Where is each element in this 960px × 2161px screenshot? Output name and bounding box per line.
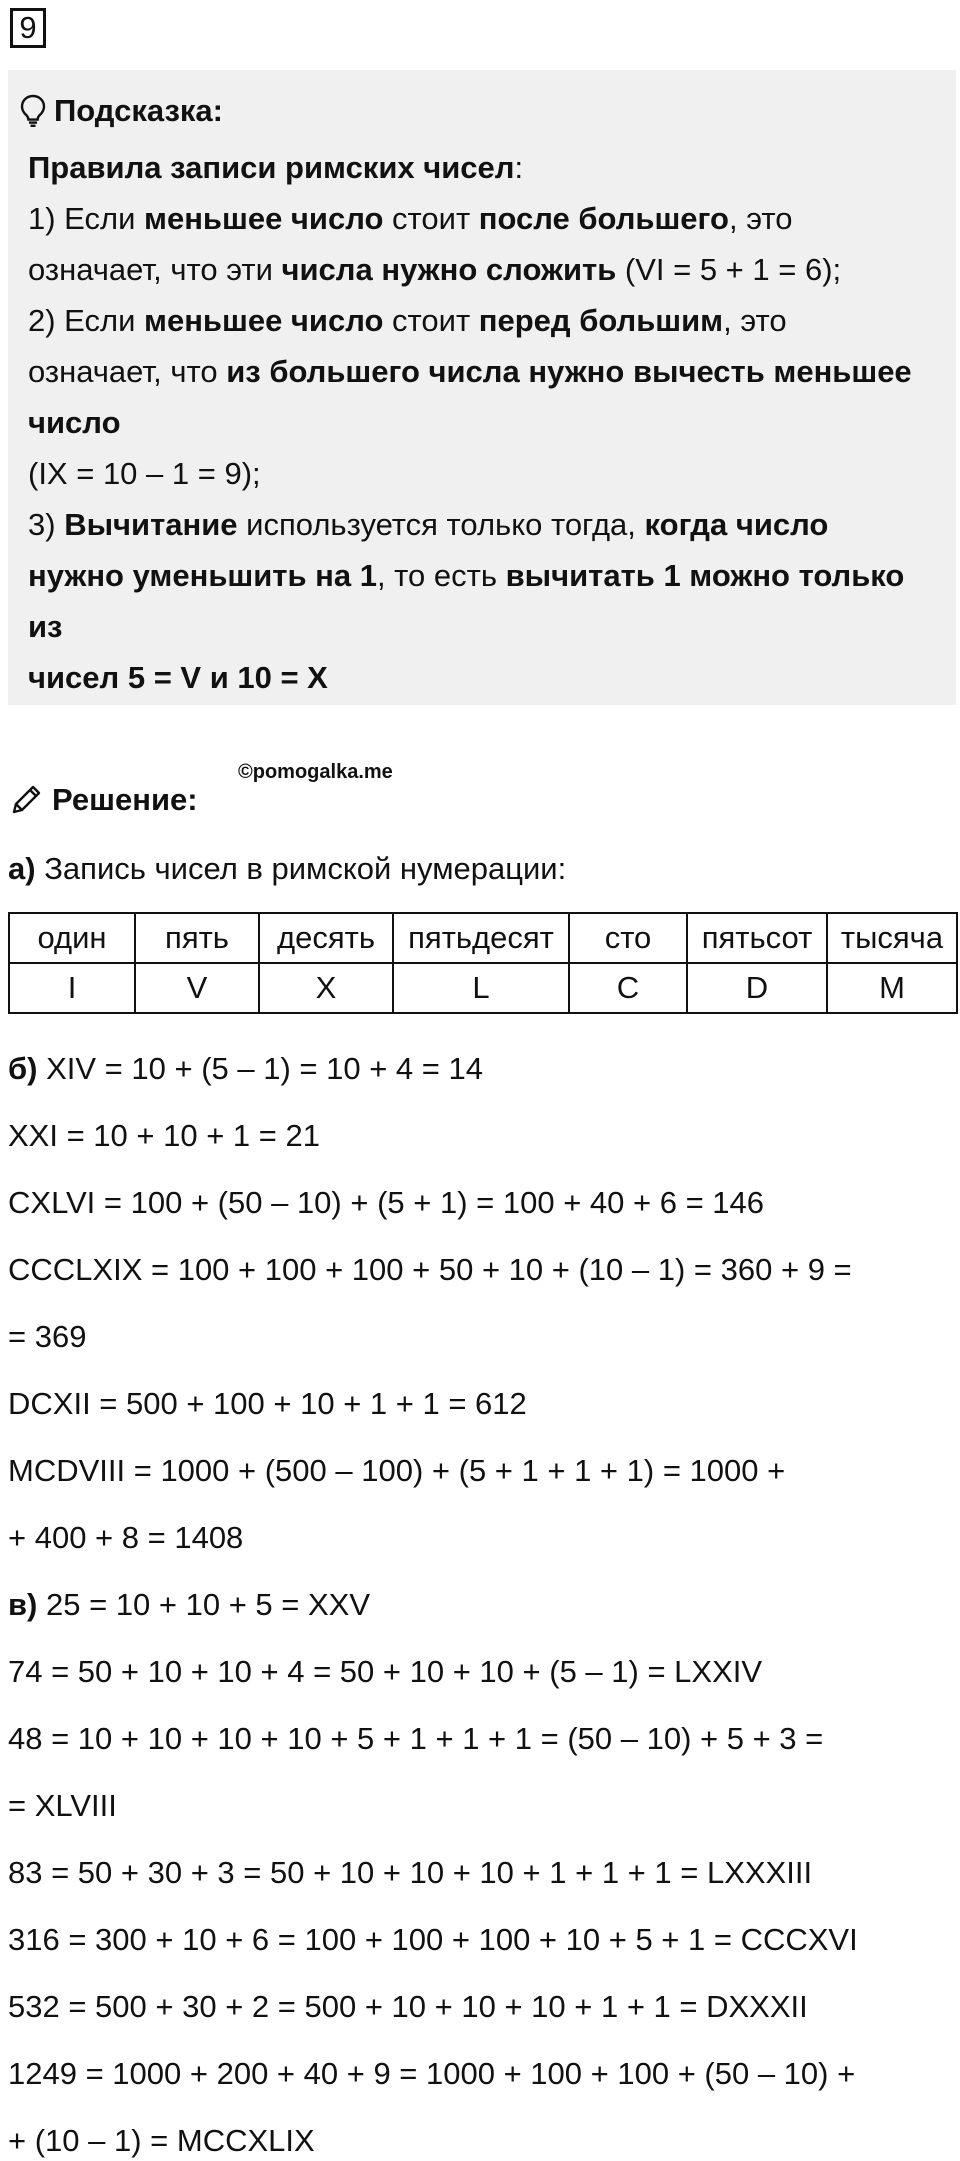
table-cell: сто — [569, 913, 687, 963]
hint-text: , это — [729, 201, 793, 236]
hint-text: (VI = 5 + 1 = 6); — [616, 252, 842, 287]
solution-text: 83 = 50 + 30 + 3 = 50 + 10 + 10 + 10 + 1 + 1 + 1 = LXXXIII — [8, 1855, 813, 1890]
hint-bold-text: меньшее число — [144, 303, 384, 338]
part-a-line — [8, 850, 566, 887]
hint-line — [28, 601, 944, 652]
solution-line — [8, 2055, 855, 2092]
table-cell: пять — [135, 913, 259, 963]
solution-text: 74 = 50 + 10 + 10 + 4 = 50 + 10 + 10 + (5 – 1) = LXXIV — [8, 1654, 763, 1689]
hint-line — [28, 499, 944, 550]
hint-body — [20, 142, 944, 703]
lightbulb-icon — [20, 94, 46, 128]
hint-line — [28, 295, 944, 346]
part-a-label: а) — [8, 851, 36, 886]
solution-title: Решение: — [52, 782, 198, 818]
part-label: б) — [8, 1051, 38, 1086]
hint-line — [28, 142, 944, 193]
hint-text: означает, что — [28, 354, 227, 389]
solution-text: XXI = 10 + 10 + 1 = 21 — [8, 1118, 320, 1153]
hint-bold-text: чисел 5 = V и 10 = X — [28, 660, 328, 695]
table-cell: V — [135, 963, 259, 1013]
hint-bold-text: меньшее число — [144, 201, 384, 236]
part-label: в) — [8, 1587, 38, 1622]
hint-text: стоит — [383, 303, 479, 338]
hint-text: стоит — [383, 201, 479, 236]
hint-text: 1) Если — [28, 201, 145, 236]
solution-text: 532 = 500 + 30 + 2 = 500 + 10 + 10 + 10 + 1 + 1 = DXXXII — [8, 1989, 808, 2024]
hint-text: 2) Если — [28, 303, 145, 338]
table-row-words — [9, 913, 957, 963]
solution-line — [8, 1586, 370, 1623]
solution-line — [8, 1787, 117, 1824]
hint-line — [28, 346, 944, 397]
hint-bold-text: числа нужно сложить — [281, 252, 617, 287]
table-cell: M — [827, 963, 957, 1013]
part-a-text: Запись чисел в римской нумерации: — [35, 851, 567, 886]
hint-line — [28, 193, 944, 244]
table-cell: пятьсот — [687, 913, 827, 963]
solution-line — [8, 1720, 823, 1757]
hint-box — [8, 70, 956, 705]
task-number-badge: 9 — [10, 8, 46, 48]
solution-line — [8, 1854, 812, 1891]
hint-bold-text: из большего числа нужно вычесть меньшее — [226, 354, 912, 389]
solution-line — [8, 1653, 762, 1690]
table-row-romans — [9, 963, 957, 1013]
solution-text: MCDVIII = 1000 + (500 – 100) + (5 + 1 + 1 + 1) = 1000 + — [8, 1453, 786, 1488]
hint-bold-text: вычитать 1 можно только — [505, 558, 905, 593]
solution-text: 1249 = 1000 + 200 + 40 + 9 = 1000 + 100 + 100 + (50 – 10) + — [8, 2056, 856, 2091]
solution-line — [8, 1251, 852, 1288]
solution-line — [8, 1519, 243, 1556]
solution-text: 25 = 10 + 10 + 5 = XXV — [37, 1587, 371, 1622]
solution-line — [8, 1921, 858, 1958]
solution-heading — [8, 775, 198, 825]
solution-text: DCXII = 500 + 100 + 10 + 1 + 1 = 612 — [8, 1386, 527, 1421]
watermark: ©pomogalka.me — [238, 761, 393, 783]
solution-line — [8, 1452, 785, 1489]
hint-line — [28, 397, 944, 448]
table-cell: десять — [259, 913, 393, 963]
hint-bold-text: число — [28, 405, 121, 440]
hint-bold-text: нужно уменьшить на 1 — [28, 558, 377, 593]
hint-line — [28, 244, 944, 295]
pencil-icon — [8, 782, 44, 818]
solution-line — [8, 1385, 527, 1422]
table-cell: I — [9, 963, 135, 1013]
table-cell: один — [9, 913, 135, 963]
hint-line — [28, 448, 944, 499]
solution-text: 316 = 300 + 10 + 6 = 100 + 100 + 100 + 10 + 5 + 1 = CCCXVI — [8, 1922, 858, 1957]
solution-line — [8, 1050, 483, 1087]
table-cell: тысяча — [827, 913, 957, 963]
solution-text: + 400 + 8 = 1408 — [8, 1520, 244, 1555]
roman-numerals-table — [8, 912, 958, 1014]
solution-text: = 369 — [8, 1319, 87, 1354]
solution-text: 48 = 10 + 10 + 10 + 10 + 5 + 1 + 1 + 1 = (50 – 10) + 5 + 3 = — [8, 1721, 824, 1756]
solution-line — [8, 2122, 315, 2159]
hint-text: , то есть — [376, 558, 506, 593]
solution-text: CCCLXIX = 100 + 100 + 100 + 50 + 10 + (10 – 1) = 360 + 9 = — [8, 1252, 852, 1287]
hint-line — [28, 550, 944, 601]
solution-line — [8, 1318, 86, 1355]
solution-line — [8, 1184, 764, 1221]
solution-text: XIV = 10 + (5 – 1) = 10 + 4 = 14 — [37, 1051, 483, 1086]
hint-title — [20, 80, 944, 142]
hint-bold-text: Правила записи римских чисел — [28, 150, 515, 185]
hint-text: используется только тогда, — [237, 507, 645, 542]
table-cell: C — [569, 963, 687, 1013]
table-cell: пятьдесят — [393, 913, 569, 963]
hint-text: означает, что эти — [28, 252, 282, 287]
hint-text: , это — [723, 303, 787, 338]
table-cell: L — [393, 963, 569, 1013]
hint-bold-text: когда число — [644, 507, 829, 542]
solution-line — [8, 1117, 320, 1154]
hint-text: : — [514, 150, 524, 185]
solution-text: + (10 – 1) = MCCXLIX — [8, 2123, 315, 2158]
hint-title-text: Подсказка: — [54, 93, 223, 129]
hint-text: 3) — [28, 507, 65, 542]
hint-line — [28, 652, 944, 703]
solution-text: = XLVIII — [8, 1788, 117, 1823]
hint-bold-text: Вычитание — [64, 507, 238, 542]
hint-bold-text: перед большим — [478, 303, 724, 338]
solution-text: CXLVI = 100 + (50 – 10) + (5 + 1) = 100 + 40 + 6 = 146 — [8, 1185, 765, 1220]
table-cell: X — [259, 963, 393, 1013]
hint-bold-text: после большего — [478, 201, 729, 236]
hint-text: (IX = 10 – 1 = 9); — [28, 456, 261, 491]
hint-bold-text: из — [28, 609, 63, 644]
solution-line — [8, 1988, 808, 2025]
table-cell: D — [687, 963, 827, 1013]
